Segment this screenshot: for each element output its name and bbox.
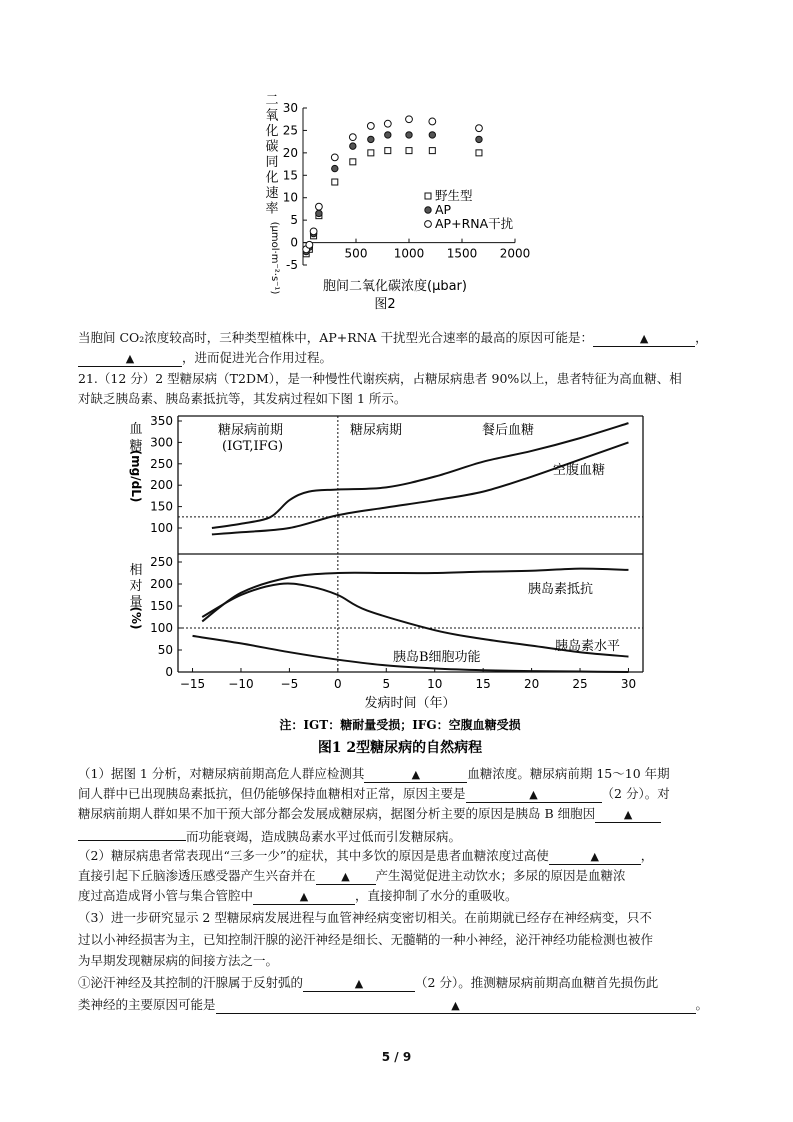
p2-text-e: 度过高造成肾小管与集合管腔中 <box>78 888 254 903</box>
fig2-ylabel-char: 碳 <box>265 139 279 155</box>
fig1-x-tick-label: 20 <box>523 677 540 691</box>
p3-text-d: ①泌汗神经及其控制的汗腺属于反射弧的 <box>78 975 304 990</box>
label-diabetes-period: 糖尿病期 <box>350 423 403 438</box>
fig2-y-tick-label: 15 <box>282 168 298 183</box>
p3-line-3: 为早期发现糖尿病的间接方法之一。 <box>78 953 279 968</box>
fig1-x-tick-label: −15 <box>179 677 206 691</box>
label-postprandial: 餐后血糖 <box>482 423 535 438</box>
answer-blank[interactable]: ▲ <box>466 786 602 803</box>
fig2-point-ap <box>316 210 322 216</box>
answer-blank[interactable]: ▲ <box>303 975 415 992</box>
fig1-bottom-ylabel-char: 对 <box>129 579 143 594</box>
fig2-point-rnai <box>429 118 436 125</box>
fig2-point-rnai <box>331 154 338 161</box>
fig1-top-tick-label: 200 <box>150 478 173 493</box>
p3-line-1: （3）进一步研究显示 2 型糖尿病发展进程与血管神经病变密切相关。在前期就已经存在神经病变，只不 <box>78 910 652 925</box>
answer-blank[interactable]: ▲ <box>216 997 696 1014</box>
q20-text-c: ，进而促进光合作用过程。 <box>182 350 333 365</box>
fig1-x-tick-label: 15 <box>475 677 491 691</box>
fig2-y-tick-label: 5 <box>290 213 298 228</box>
fig2-point-wild <box>332 179 338 185</box>
fig2-y-tick-label: 0 <box>290 235 298 250</box>
label-prediabetes: 糖尿病前期 <box>218 423 284 438</box>
fig1-x-tick-label: 25 <box>572 677 588 691</box>
fig1-top-ylabel-char: 糖 <box>129 439 143 454</box>
p1-line-4 <box>78 824 461 847</box>
p3-line-5 <box>78 995 708 1015</box>
p3-line-2: 过以小神经损害为主，已知控制汗腺的泌汗神经是细长、无髓鞘的一种小神经，泌汗神经功能检测也被作 <box>78 932 654 947</box>
p3-text-e: （2 分）。推测糖尿病前期高血糖首先损伤此 <box>415 975 659 990</box>
fig2-point-rnai <box>316 203 323 210</box>
fig2-y-tick-label: -5 <box>286 258 298 272</box>
legend-label: AP <box>435 202 452 217</box>
fig2-point-ap <box>332 165 338 171</box>
legend-marker-wild <box>425 193 431 199</box>
fig1-bottom-tick-label: 0 <box>165 665 173 679</box>
fig2-ylabel-char: 率 <box>265 201 279 217</box>
p2-text-c: 直接引起下丘脑渗透压感受器产生兴奋并在 <box>78 868 316 883</box>
fig1-x-tick-label: 10 <box>427 677 443 691</box>
fig2-ylabel-char: 化 <box>265 124 279 139</box>
fig1-top-ylabel-char: 血 <box>129 422 143 437</box>
p3-text-g: 。 <box>695 997 709 1012</box>
p2-line-1 <box>78 846 653 866</box>
p1-line-1 <box>78 764 670 784</box>
fig2-ylabel-char: 速 <box>265 186 279 201</box>
fig2-ylabel-char: 氧 <box>265 108 279 124</box>
p3-text-f: 类神经的主要原因可能是 <box>78 997 216 1012</box>
fig2-y-tick-label: 30 <box>282 101 298 115</box>
fig2-axes <box>283 101 531 272</box>
fig1-x-tick-label: −10 <box>228 677 254 691</box>
fig2-point-wild <box>368 150 374 156</box>
fig2-point-wild <box>350 159 356 165</box>
fig2-point-ap <box>429 132 435 138</box>
fig2-point-rnai <box>349 134 356 141</box>
fig1-x-tick-label: −5 <box>280 677 299 691</box>
legend-label: AP+RNA干扰 <box>435 216 514 231</box>
p1-text-e: 糖尿病前期人群如果不加干预大部分都会发展成糖尿病，据图分析主要的原因是胰岛 B 细胞因 <box>78 806 596 821</box>
fig2-ylabel-char: 二 <box>265 93 279 108</box>
fig2-caption: 图2 <box>374 297 396 312</box>
fig1-bottom-ylabel-char: 相 <box>129 563 143 578</box>
fig1-x-tick-label: 0 <box>334 677 342 691</box>
answer-blank-cont[interactable] <box>78 824 186 841</box>
fig1-x-tick-label: 30 <box>620 677 637 691</box>
fig1-bottom-tick-label: 50 <box>157 643 173 657</box>
fig1-bottom-tick-label: 250 <box>150 555 173 569</box>
p1-text-c: 间人群中已出现胰岛素抵抗，但仍能够保持血糖相对正常，原因主要是 <box>78 786 466 801</box>
p3-line-4 <box>78 973 658 993</box>
answer-blank[interactable]: ▲ <box>253 888 355 905</box>
label-igt-ifg: (IGT,IFG) <box>222 439 284 454</box>
fig1-chart <box>120 408 680 763</box>
fig1-xlabel: 发病时间（年） <box>364 696 456 711</box>
fig2-point-rnai <box>476 125 483 132</box>
legend-label: 野生型 <box>435 188 473 203</box>
answer-blank[interactable]: ▲ <box>78 350 182 367</box>
answer-blank[interactable]: ▲ <box>549 848 641 865</box>
fig2-point-wild <box>385 148 391 154</box>
fig2-x-tick-label: 500 <box>344 246 368 261</box>
fig1-labels <box>218 422 620 756</box>
fig1-top-tick-label: 100 <box>150 521 173 535</box>
label-beta-cell: 胰岛B细胞功能 <box>393 650 481 665</box>
answer-blank[interactable]: ▲ <box>595 806 661 823</box>
p2-line-2 <box>78 866 626 886</box>
fig2-ylabel-char: 化 <box>265 170 279 186</box>
fig2-point-wild <box>406 148 412 154</box>
q20-answer-line-1 <box>78 328 708 348</box>
fig2-point-wild <box>429 148 435 154</box>
fig1-bottom-ylabel-unit: (%) <box>129 606 143 630</box>
fasting-glucose-line <box>212 442 629 534</box>
p1-text-b: 血糖浓度。糖尿病前期 15～10 年期 <box>467 766 670 781</box>
fig2-point-ap <box>368 136 374 142</box>
fig2-point-rnai <box>384 120 391 127</box>
answer-blank[interactable]: ▲ <box>593 330 695 347</box>
fig2-point-wild <box>476 150 482 156</box>
label-insulin-resistance: 胰岛素抵抗 <box>528 582 594 597</box>
p1-text-d: （2 分）。对 <box>601 786 670 801</box>
p2-text-a: （2）糖尿病患者常表现出“三多一少”的症状，其中多饮的原因是患者血糖浓度过高使 <box>78 848 549 863</box>
fig2-ylabel-unit: (μmol·m⁻²·s⁻¹) <box>269 221 280 295</box>
fig1-top-tick-label: 300 <box>150 435 173 450</box>
p2-text-b: ， <box>640 848 654 863</box>
q21-stem-line-2: 对缺乏胰岛素、胰岛素抵抗等，其发病过程如下图 1 所示。 <box>78 391 407 406</box>
fig2-xlabel: 胞间二氧化碳浓度(μbar) <box>323 279 467 294</box>
fig1-bottom-tick-label: 150 <box>150 599 173 613</box>
fig1-caption: 图1 2型糖尿病的自然病程 <box>317 740 483 756</box>
fig2-x-tick-label: 2000 <box>499 246 531 261</box>
fig1-lines <box>193 423 629 672</box>
fig2-point-rnai <box>310 228 317 235</box>
fig1-top-tick-label: 250 <box>150 456 173 471</box>
q20-text-b: ， <box>695 330 708 345</box>
p1-line-2 <box>78 784 670 804</box>
p1-text-f: 而功能衰竭，造成胰岛素水平过低而引发糖尿病。 <box>186 829 462 844</box>
q21-stem-line-1: 21.（12 分）2 型糖尿病（T2DM），是一种慢性代谢疾病，占糖尿病患者 90%以上，患者特征为高血糖、相 <box>78 371 682 386</box>
fig2-point-rnai <box>406 116 413 123</box>
q20-answer-line-2 <box>78 348 332 368</box>
fig1-top-tick-label: 150 <box>150 499 173 514</box>
answer-blank[interactable]: ▲ <box>364 766 467 783</box>
answer-blank[interactable]: ▲ <box>316 868 376 885</box>
fig2-point-ap <box>350 143 356 149</box>
legend-marker-ap <box>425 207 431 213</box>
fig1-top-ylabel-unit: (mg/dL) <box>129 449 143 503</box>
fig2-ylabel <box>265 93 280 294</box>
fig2-y-tick-label: 20 <box>282 145 298 160</box>
fig2-legend <box>425 188 514 231</box>
p1-text-a: （1）据图 1 分析，对糖尿病前期高危人群应检测其 <box>78 766 365 781</box>
fig1-bottom-ylabel-char: 量 <box>129 595 143 610</box>
fig2-chart <box>255 88 545 323</box>
fig2-ylabel-char: 同 <box>265 155 279 170</box>
label-fasting: 空腹血糖 <box>553 463 606 478</box>
p2-text-d: 产生渴觉促进主动饮水；多尿的原因是血糖浓 <box>375 868 626 883</box>
fig1-bottom-tick-label: 200 <box>150 577 173 591</box>
fig2-x-tick-label: 1000 <box>393 246 425 261</box>
page-number: 5 / 9 <box>381 1050 412 1064</box>
fig1-top-tick-label: 350 <box>150 414 173 428</box>
p2-text-f: ，直接抑制了水分的重吸收。 <box>355 888 518 903</box>
fig2-point-ap <box>406 132 412 138</box>
label-insulin-level: 胰岛素水平 <box>555 639 621 654</box>
fig1-x-tick-label: 5 <box>382 677 391 691</box>
fig2-y-tick-label: 25 <box>282 123 298 138</box>
p2-line-3 <box>78 886 518 906</box>
fig2-point-ap <box>476 136 482 142</box>
fig2-y-tick-label: 10 <box>282 190 298 205</box>
fig1-note: 注：IGT：糖耐量受损；IFG：空腹血糖受损 <box>279 718 521 732</box>
q20-text-a: 当胞间 CO₂浓度较高时，三种类型植株中，AP+RNA 干扰型光合速率的最高的原因可能是： <box>78 330 594 345</box>
fig2-points <box>303 116 483 257</box>
p1-line-3 <box>78 804 661 824</box>
fig2-point-rnai <box>306 241 313 248</box>
fig1-bottom-tick-label: 100 <box>150 621 173 635</box>
legend-marker-rnai <box>425 221 432 228</box>
fig2-point-ap <box>385 132 391 138</box>
fig2-x-tick-label: 1500 <box>446 246 478 261</box>
fig2-point-rnai <box>367 123 374 130</box>
